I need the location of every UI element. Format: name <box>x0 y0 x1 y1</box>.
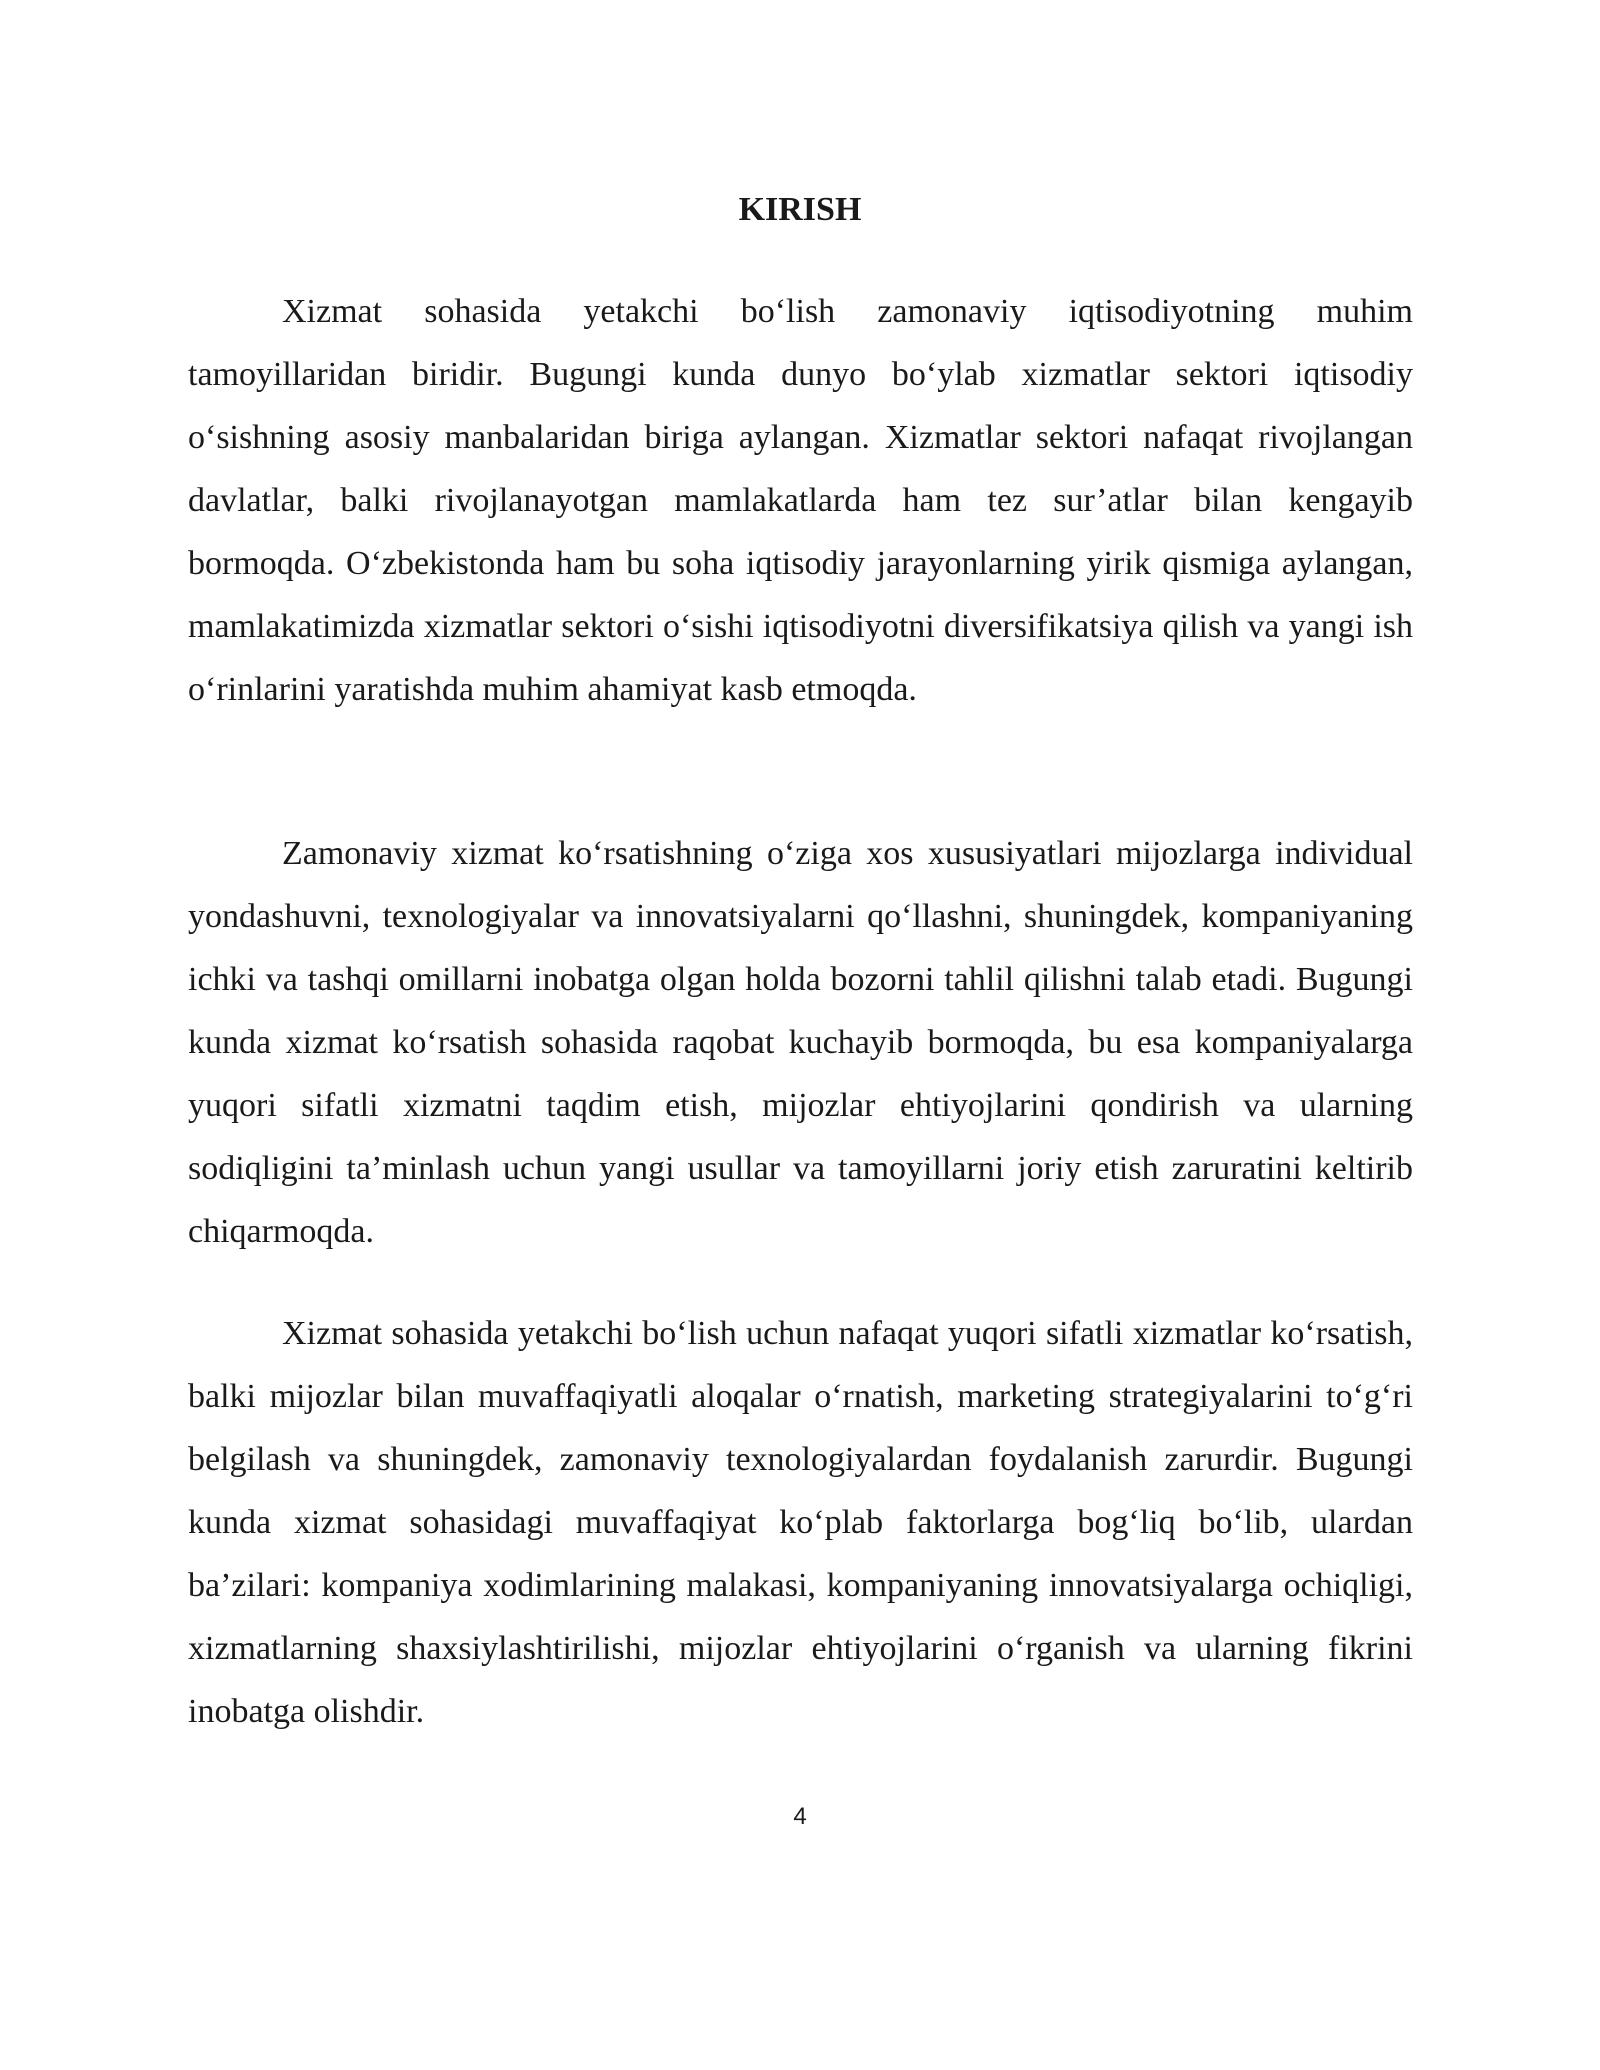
paragraph-2: Zamonaviy xizmat ko‘rsatishning o‘ziga xos xususiyatlari mijozlarga individual yondashuvni, texnologiyalar va innovatsiyalarni qo‘llashni, shuningdek, kompaniyaning ichki va tashqi omillarni inobatga olgan holda bozorni tahlil qilishni talab etadi. Bugungi kunda xizmat ko‘rsatish sohasida raqobat kuchayib bormoqda, bu esa kompaniyalarga yuqori sifatli xizmatni taqdim etish, mijozlar ehtiyojlarini qondirish va ularning sodiqligini ta’minlash uchun yangi usullar va tamoyillarni joriy etish zaruratini keltirib chiqarmoqda. <box>188 835 1413 1250</box>
page-number: 4 <box>793 1803 807 1830</box>
paragraph-3: Xizmat sohasida yetakchi bo‘lish uchun nafaqat yuqori sifatli xizmatlar ko‘rsatish, balki mijozlar bilan muvaffaqiyatli aloqalar o‘rnatish, marketing strategiyalarini to‘g‘ri belgilash va shuningdek, zamonaviy texnologiyalardan foydalanish zarurdir. Bugungi kunda xizmat sohasidagi muvaffaqiyat ko‘plab faktorlarga bog‘liq bo‘lib, ulardan ba’zilari: kompaniya xodimlarining malakasi, kompaniyaning innovatsiyalarga ochiqligi, xizmatlarning shaxsiylashtirilishi, mijozlar ehtiyojlarini o‘rganish va ularning fikrini inobatga olishdir. <box>188 1315 1413 1730</box>
page-title: KIRISH <box>738 191 862 228</box>
paragraph-1: Xizmat sohasida yetakchi bo‘lish zamonaviy iqtisodiyotning muhim tamoyillaridan biridir. Bugungi kunda dunyo bo‘ylab xizmatlar sektori iqtisodiy o‘sishning asosiy manbalaridan biriga aylangan. Xizmatlar sektori nafaqat rivojlangan davlatlar, balki rivojlanayotgan mamlakatlarda ham tez sur’atlar bilan kengayib bormoqda. O‘zbekistonda ham bu soha iqtisodiy jarayonlarning yirik qismiga aylangan, mamlakatimizda xizmatlar sektori o‘sishi iqtisodiyotni diversifikatsiya qilish va yangi ish o‘rinlarini yaratishda muhim ahamiyat kasb etmoqda. <box>188 293 1413 708</box>
